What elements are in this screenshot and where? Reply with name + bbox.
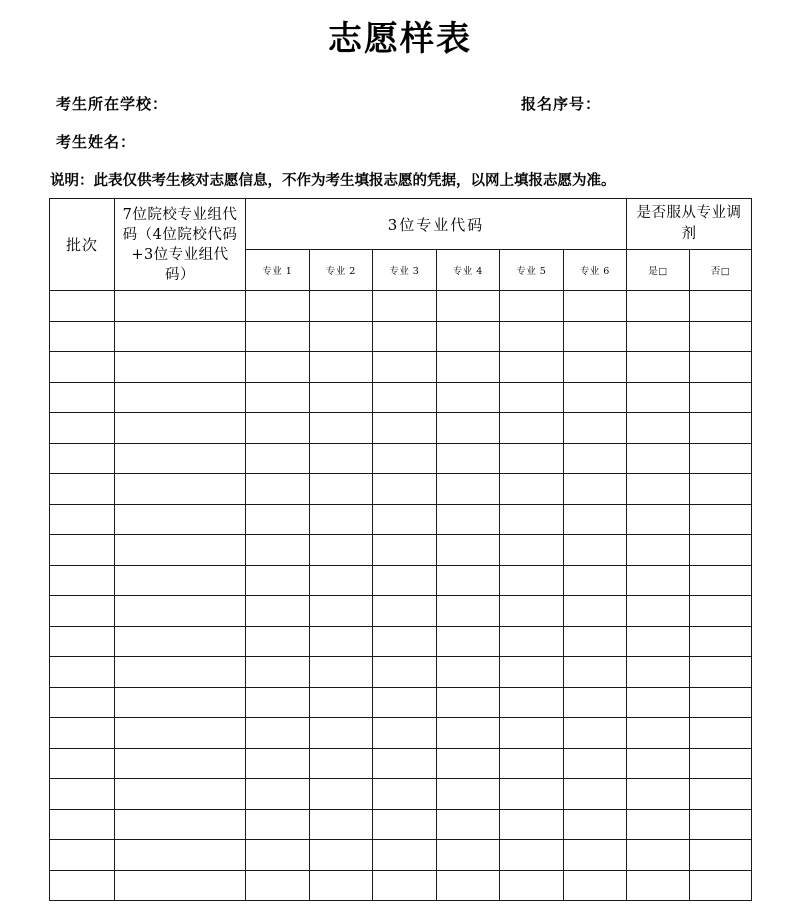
table-cell[interactable]: [115, 321, 246, 352]
table-cell[interactable]: [563, 687, 627, 718]
table-row: [50, 779, 752, 810]
table-cell[interactable]: [500, 687, 564, 718]
table-cell[interactable]: [246, 352, 310, 383]
table-cell[interactable]: [436, 352, 500, 383]
table-cell[interactable]: [436, 596, 500, 627]
table-cell[interactable]: [115, 718, 246, 749]
table-row: [50, 321, 752, 352]
table-cell[interactable]: [690, 626, 752, 657]
table-cell[interactable]: [436, 413, 500, 444]
table-cell[interactable]: [115, 352, 246, 383]
table-cell[interactable]: [563, 413, 627, 444]
table-cell[interactable]: [563, 809, 627, 840]
table-cell[interactable]: [627, 657, 690, 688]
table-cell[interactable]: [690, 809, 752, 840]
table-cell[interactable]: [246, 504, 310, 535]
table-header-row-primary: [50, 199, 752, 250]
table-row: [50, 291, 752, 322]
table-row: [50, 382, 752, 413]
table-row: [50, 840, 752, 871]
table-cell[interactable]: [563, 748, 627, 779]
table-cell[interactable]: [373, 504, 437, 535]
table-cell[interactable]: [627, 596, 690, 627]
table-cell[interactable]: [436, 565, 500, 596]
table-cell[interactable]: [115, 840, 246, 871]
table-cell[interactable]: [690, 870, 752, 901]
table-cell[interactable]: [690, 748, 752, 779]
table-cell[interactable]: [563, 779, 627, 810]
table-cell[interactable]: [50, 748, 115, 779]
table-cell[interactable]: [500, 870, 564, 901]
page-title: 志愿样表: [328, 19, 472, 59]
table-cell[interactable]: [627, 840, 690, 871]
table-cell[interactable]: [500, 291, 564, 322]
table-row: [50, 596, 752, 627]
table-cell[interactable]: [436, 504, 500, 535]
table-cell[interactable]: [50, 382, 115, 413]
table-cell[interactable]: [50, 809, 115, 840]
school-field-label: 考生所在学校：: [56, 95, 169, 113]
table-cell[interactable]: [500, 504, 564, 535]
table-cell[interactable]: [50, 718, 115, 749]
table-row: [50, 809, 752, 840]
table-cell[interactable]: [627, 413, 690, 444]
table-cell[interactable]: [246, 291, 310, 322]
column-header-obey-adjustment: 是否服从专业调剂: [627, 199, 752, 250]
table-cell[interactable]: [309, 870, 373, 901]
table-cell[interactable]: [690, 291, 752, 322]
table-cell[interactable]: [500, 565, 564, 596]
table-cell[interactable]: [690, 535, 752, 566]
table-cell[interactable]: [115, 779, 246, 810]
column-header-major-6: 专业 6: [563, 250, 627, 291]
table-cell[interactable]: [627, 779, 690, 810]
table-cell[interactable]: [373, 352, 437, 383]
table-cell[interactable]: [690, 504, 752, 535]
table-cell[interactable]: [246, 718, 310, 749]
column-header-major-code: 3位专业代码: [246, 199, 627, 250]
table-cell[interactable]: [436, 321, 500, 352]
serial-number-field-label: 报名序号：: [521, 95, 602, 113]
table-cell[interactable]: [690, 596, 752, 627]
table-cell[interactable]: [627, 565, 690, 596]
table-cell[interactable]: [246, 626, 310, 657]
table-cell[interactable]: [309, 718, 373, 749]
table-cell[interactable]: [373, 840, 437, 871]
table-cell[interactable]: [50, 535, 115, 566]
column-header-batch: 批次: [50, 199, 115, 291]
table-cell[interactable]: [690, 687, 752, 718]
table-cell[interactable]: [50, 443, 115, 474]
table-cell[interactable]: [50, 657, 115, 688]
table-cell[interactable]: [500, 352, 564, 383]
table-cell[interactable]: [246, 840, 310, 871]
table-cell[interactable]: [373, 718, 437, 749]
table-cell[interactable]: [309, 840, 373, 871]
table-cell[interactable]: [115, 748, 246, 779]
table-cell[interactable]: [50, 352, 115, 383]
table-cell[interactable]: [500, 443, 564, 474]
column-header-major-5: 专业 5: [500, 250, 564, 291]
table-cell[interactable]: [436, 870, 500, 901]
table-row: [50, 748, 752, 779]
table-cell[interactable]: [309, 657, 373, 688]
table-cell[interactable]: [436, 748, 500, 779]
table-cell[interactable]: [50, 474, 115, 505]
table-cell[interactable]: [500, 321, 564, 352]
table-row: [50, 626, 752, 657]
table-cell[interactable]: [627, 443, 690, 474]
table-cell[interactable]: [690, 474, 752, 505]
table-cell[interactable]: [50, 596, 115, 627]
table-cell[interactable]: [373, 809, 437, 840]
table-cell[interactable]: [500, 626, 564, 657]
table-cell[interactable]: [627, 718, 690, 749]
table-row: [50, 870, 752, 901]
table-cell[interactable]: [309, 504, 373, 535]
table-cell[interactable]: [309, 809, 373, 840]
table-cell[interactable]: [246, 687, 310, 718]
table-cell[interactable]: [246, 779, 310, 810]
volunteer-table: [49, 198, 752, 901]
table-row: [50, 687, 752, 718]
table-cell[interactable]: [690, 657, 752, 688]
table-cell[interactable]: [500, 382, 564, 413]
table-cell[interactable]: [500, 748, 564, 779]
table-body: [50, 291, 752, 901]
table-cell[interactable]: [627, 535, 690, 566]
table-cell[interactable]: [246, 596, 310, 627]
column-header-obey-no-checkbox[interactable]: 否□: [690, 250, 752, 291]
table-cell[interactable]: [309, 352, 373, 383]
table-row: [50, 718, 752, 749]
table-cell[interactable]: [563, 382, 627, 413]
table-cell[interactable]: [500, 474, 564, 505]
table-cell[interactable]: [373, 382, 437, 413]
table-cell[interactable]: [563, 870, 627, 901]
instruction-note: 说明：此表仅供考生核对志愿信息，不作为考生填报志愿的凭据，以网上填报志愿为准。: [50, 172, 616, 189]
table-cell[interactable]: [246, 809, 310, 840]
table-row: [50, 352, 752, 383]
table-header: [50, 199, 752, 291]
table-cell[interactable]: [115, 870, 246, 901]
table-cell[interactable]: [500, 809, 564, 840]
table-cell[interactable]: [563, 474, 627, 505]
table-cell[interactable]: [436, 657, 500, 688]
table-cell[interactable]: [309, 626, 373, 657]
table-cell[interactable]: [50, 565, 115, 596]
table-cell[interactable]: [50, 291, 115, 322]
table-cell[interactable]: [246, 748, 310, 779]
table-cell[interactable]: [627, 382, 690, 413]
table-cell[interactable]: [373, 535, 437, 566]
table-cell[interactable]: [627, 748, 690, 779]
table-cell[interactable]: [115, 474, 246, 505]
table-cell[interactable]: [436, 626, 500, 657]
table-cell[interactable]: [115, 626, 246, 657]
table-cell[interactable]: [436, 535, 500, 566]
table-cell[interactable]: [115, 443, 246, 474]
table-cell[interactable]: [50, 840, 115, 871]
table-cell[interactable]: [115, 535, 246, 566]
table-cell[interactable]: [373, 870, 437, 901]
table-cell[interactable]: [373, 291, 437, 322]
table-cell[interactable]: [436, 809, 500, 840]
table-cell[interactable]: [436, 474, 500, 505]
table-cell[interactable]: [246, 565, 310, 596]
table-cell[interactable]: [563, 291, 627, 322]
column-header-major-2: 专业 2: [309, 250, 373, 291]
table-cell[interactable]: [309, 779, 373, 810]
table-cell[interactable]: [115, 413, 246, 444]
table-cell[interactable]: [563, 443, 627, 474]
table-cell[interactable]: [50, 626, 115, 657]
table-cell[interactable]: [627, 870, 690, 901]
table-cell[interactable]: [690, 565, 752, 596]
table-cell[interactable]: [309, 443, 373, 474]
table-cell[interactable]: [373, 779, 437, 810]
table-cell[interactable]: [690, 718, 752, 749]
table-cell[interactable]: [690, 779, 752, 810]
table-cell[interactable]: [115, 809, 246, 840]
table-cell[interactable]: [309, 565, 373, 596]
table-cell[interactable]: [563, 718, 627, 749]
table-cell[interactable]: [309, 748, 373, 779]
table-cell[interactable]: [563, 352, 627, 383]
table-cell[interactable]: [246, 870, 310, 901]
table-cell[interactable]: [690, 443, 752, 474]
table-cell[interactable]: [690, 840, 752, 871]
table-cell[interactable]: [500, 596, 564, 627]
table-cell[interactable]: [373, 565, 437, 596]
table-cell[interactable]: [246, 535, 310, 566]
table-cell[interactable]: [373, 443, 437, 474]
table-row: [50, 535, 752, 566]
table-cell[interactable]: [373, 657, 437, 688]
table-cell[interactable]: [373, 626, 437, 657]
column-header-major-1: 专业 1: [246, 250, 310, 291]
table-cell[interactable]: [563, 657, 627, 688]
table-cell[interactable]: [690, 382, 752, 413]
column-header-major-4: 专业 4: [436, 250, 500, 291]
table-cell[interactable]: [246, 382, 310, 413]
table-cell[interactable]: [246, 443, 310, 474]
column-header-group-code: 7位院校专业组代码（4位院校代码+3位专业组代码）: [115, 199, 246, 291]
column-header-obey-yes-checkbox[interactable]: 是□: [627, 250, 690, 291]
table-cell[interactable]: [373, 596, 437, 627]
table-cell[interactable]: [246, 413, 310, 444]
table-cell[interactable]: [500, 657, 564, 688]
table-cell[interactable]: [627, 504, 690, 535]
table-cell[interactable]: [50, 779, 115, 810]
table-row: [50, 504, 752, 535]
table-cell[interactable]: [115, 657, 246, 688]
table-cell[interactable]: [246, 474, 310, 505]
table-cell[interactable]: [436, 718, 500, 749]
table-cell[interactable]: [627, 352, 690, 383]
table-cell[interactable]: [50, 321, 115, 352]
table-cell[interactable]: [50, 687, 115, 718]
table-cell[interactable]: [563, 565, 627, 596]
table-cell[interactable]: [373, 413, 437, 444]
column-header-major-3: 专业 3: [373, 250, 437, 291]
table-cell[interactable]: [50, 870, 115, 901]
table-cell[interactable]: [309, 321, 373, 352]
table-cell[interactable]: [436, 382, 500, 413]
table-cell[interactable]: [309, 413, 373, 444]
table-cell[interactable]: [500, 535, 564, 566]
header-row-school-serial: [0, 92, 800, 116]
table-cell[interactable]: [436, 443, 500, 474]
table-cell[interactable]: [373, 474, 437, 505]
table-cell[interactable]: [500, 779, 564, 810]
table-cell[interactable]: [373, 748, 437, 779]
table-cell[interactable]: [627, 809, 690, 840]
table-row: [50, 474, 752, 505]
table-cell[interactable]: [436, 779, 500, 810]
table-cell[interactable]: [373, 321, 437, 352]
table-cell[interactable]: [115, 565, 246, 596]
table-cell[interactable]: [690, 413, 752, 444]
table-cell[interactable]: [50, 413, 115, 444]
table-cell[interactable]: [500, 413, 564, 444]
table-cell[interactable]: [627, 687, 690, 718]
table-cell[interactable]: [563, 321, 627, 352]
table-cell[interactable]: [563, 596, 627, 627]
table-row: [50, 657, 752, 688]
table-cell[interactable]: [627, 291, 690, 322]
table-cell[interactable]: [309, 687, 373, 718]
table-row: [50, 565, 752, 596]
table-cell[interactable]: [500, 718, 564, 749]
table-row: [50, 413, 752, 444]
table-cell[interactable]: [690, 352, 752, 383]
table-cell[interactable]: [115, 687, 246, 718]
table-cell[interactable]: [563, 504, 627, 535]
table-cell[interactable]: [115, 596, 246, 627]
table-cell[interactable]: [309, 596, 373, 627]
table-cell[interactable]: [563, 535, 627, 566]
table-cell[interactable]: [627, 474, 690, 505]
table-cell[interactable]: [309, 382, 373, 413]
table-cell[interactable]: [563, 626, 627, 657]
table-cell[interactable]: [115, 382, 246, 413]
table-cell[interactable]: [627, 626, 690, 657]
table-cell[interactable]: [309, 291, 373, 322]
table-cell[interactable]: [246, 657, 310, 688]
table-row: [50, 443, 752, 474]
table-cell[interactable]: [373, 687, 437, 718]
candidate-name-field-label: 考生姓名：: [56, 133, 137, 151]
table-cell[interactable]: [436, 687, 500, 718]
table-cell[interactable]: [115, 291, 246, 322]
table-cell[interactable]: [563, 840, 627, 871]
table-cell[interactable]: [627, 321, 690, 352]
table-cell[interactable]: [500, 840, 564, 871]
table-cell[interactable]: [115, 504, 246, 535]
table-cell[interactable]: [436, 840, 500, 871]
table-cell[interactable]: [436, 291, 500, 322]
table-cell[interactable]: [50, 504, 115, 535]
table-cell[interactable]: [309, 474, 373, 505]
table-cell[interactable]: [690, 321, 752, 352]
header-row-name: [0, 130, 800, 154]
table-cell[interactable]: [246, 321, 310, 352]
table-cell[interactable]: [309, 535, 373, 566]
